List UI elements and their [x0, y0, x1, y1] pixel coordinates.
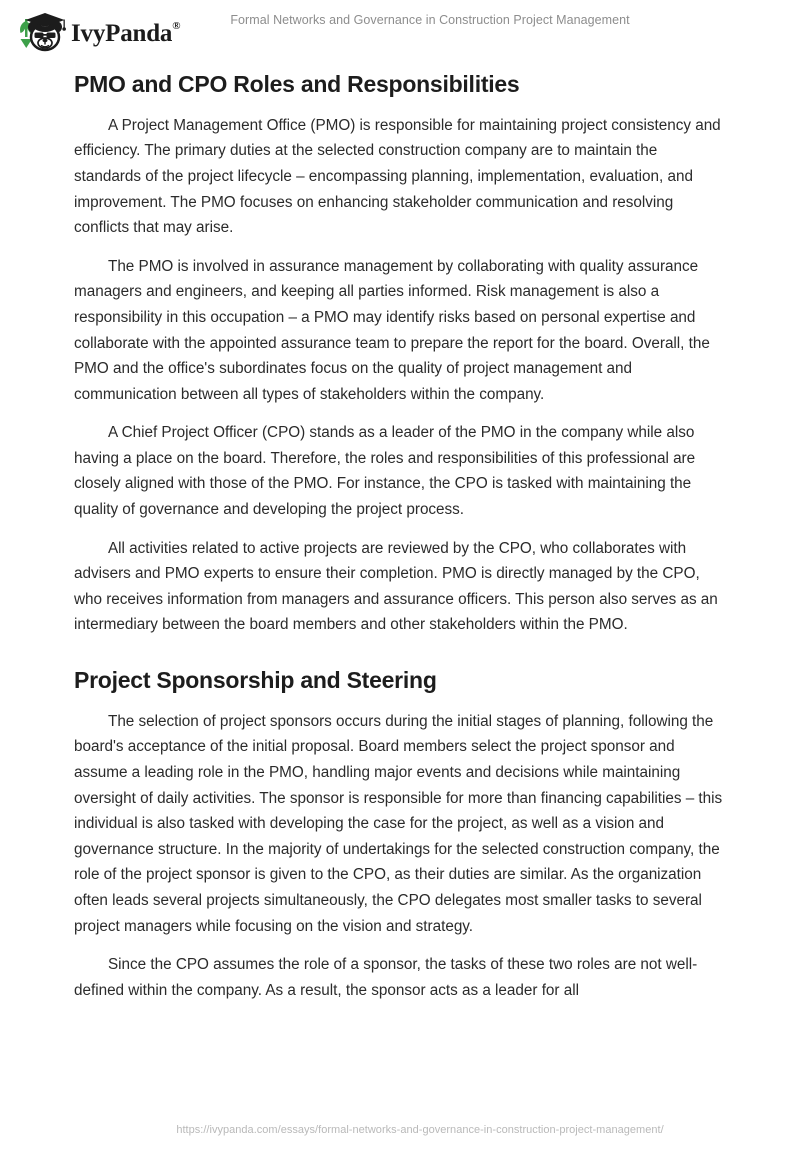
registered-trademark-icon: ®	[172, 20, 181, 33]
paragraph: The selection of project sponsors occurs during the initial stages of planning, following the board's acceptance of the initial proposal. Board members select the project sponsor and assume a leading role in the PMO, handling major events and decisions while maintaining oversight of daily activities. The sponsor is responsible for more than financing capabilities – this individual is also tasked with developing the case for the project, as well as a vision and governance structure. In the majority of undertakings for the selected construction company, the role of the project sponsor is given to the CPO, as their duties are similar. As the organization often leads several projects simultaneously, the CPO delegates most smaller tasks to several project managers while focusing on the vision and strategy.	[74, 712, 723, 935]
page-footer	[0, 1120, 800, 1138]
section-heading-pmo-cpo-roles: PMO and CPO Roles and Responsibilities	[74, 71, 520, 97]
source-url[interactable]: https://ivypanda.com/essays/formal-networks-and-governance-in-construction-project-management/	[176, 1124, 664, 1136]
paragraph: A Project Management Office (PMO) is responsible for maintaining project consistency and efficiency. The primary duties at the selected construction company are to maintain the standards of the project lifecycle – encompassing planning, implementation, evaluation, and improvement. The PMO focuses on enhancing stakeholder communication and resolving conflicts that may arise.	[74, 116, 721, 237]
paragraph: The PMO is involved in assurance management by collaborating with quality assurance managers and engineers, and keeping all parties informed. Risk management is also a responsibility in this occupation – a PMO may identify risks based on personal expertise and collaborate with the appointed assurance team to prepare the report for the board. Overall, the PMO and the office's subordinates focus on the quality of project management and communication between all types of stakeholders within the company.	[74, 257, 710, 403]
paragraph: All activities related to active projects are reviewed by the CPO, who collaborates with advisers and PMO experts to ensure their completion. PMO is directly managed by the CPO, who receives information from managers and assurance officers. This person also serves as an intermediary between the board members and other stakeholders within the PMO.	[74, 539, 718, 634]
brand-name-text: IvyPanda	[71, 19, 173, 47]
page-header	[0, 0, 800, 62]
document-header-title: Formal Networks and Governance in Construction Project Management	[230, 13, 630, 27]
paragraph: Since the CPO assumes the role of a sponsor, the tasks of these two roles are not well-defined within the company. As a result, the sponsor acts as a leader for all	[74, 956, 698, 999]
document-body	[74, 70, 724, 1003]
section-heading-project-sponsorship: Project Sponsorship and Steering	[74, 667, 437, 694]
paragraph: A Chief Project Officer (CPO) stands as a leader of the PMO in the company while also having a place on the board. Therefore, the roles and responsibilities of this professional are closely aligned with those of the PMO. For instance, the CPO is tasked with maintaining the quality of governance and developing the project process.	[74, 424, 696, 519]
